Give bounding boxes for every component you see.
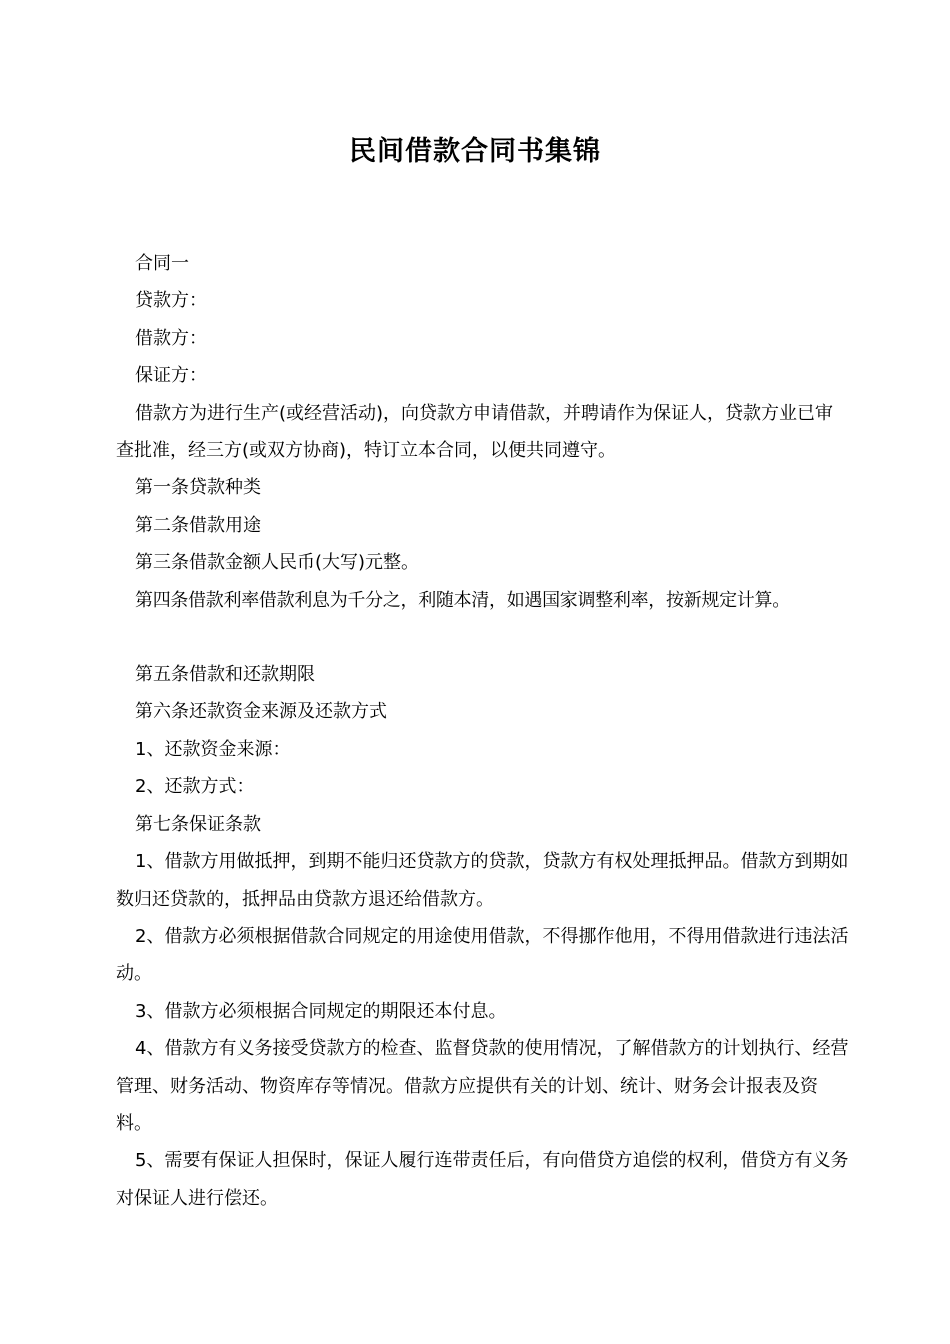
- contract-heading: 合同一: [135, 253, 189, 274]
- borrower-line: 借款方：: [135, 327, 207, 349]
- guarantee-clause-1: 1、借款方用做抵押，到期不能归还贷款方的贷款，贷款方有权处理抵押品。借款方到期如数归还贷款的，抵押品由贷款方退还给借款方。: [116, 851, 849, 910]
- article-4: 第四条借款利率借款利息为千分之，利随本清，如遇国家调整利率，按新规定计算。: [135, 589, 790, 611]
- guarantor-line: 保证方：: [135, 365, 207, 387]
- article-5: 第五条借款和还款期限: [135, 664, 315, 686]
- article-1: 第一条贷款种类: [135, 477, 261, 499]
- guarantee-clause-3: 3、借款方必须根据合同规定的期限还本付息。: [135, 1000, 507, 1022]
- repayment-source-item: 1、还款资金来源：: [135, 738, 291, 760]
- article-2: 第二条借款用途: [135, 514, 261, 536]
- document-body: [116, 245, 851, 1217]
- guarantee-clause-4: 4、借款方有义务接受贷款方的检查、监督贷款的使用情况，了解借款方的计划执行、经营管理、财务活动、物资库存等情况。借款方应提供有关的计划、统计、财务会计报表及资料。: [116, 1038, 849, 1134]
- document-title: 民间借款合同书集锦: [349, 136, 601, 167]
- repayment-method-item: 2、还款方式：: [135, 776, 255, 798]
- guarantee-clause-5: 5、需要有保证人担保时，保证人履行连带责任后，有向借贷方追偿的权利，借贷方有义务对保证人进行偿还。: [116, 1150, 849, 1209]
- article-7: 第七条保证条款: [135, 813, 261, 835]
- preamble-paragraph: 借款方为进行生产(或经营活动)，向贷款方申请借款，并聘请作为保证人，贷款方业已审查批准，经三方(或双方协商)，特订立本合同，以便共同遵守。: [116, 402, 834, 462]
- article-6: 第六条还款资金来源及还款方式: [135, 701, 387, 723]
- lender-line: 贷款方：: [135, 290, 207, 312]
- guarantee-clause-2: 2、借款方必须根据借款合同规定的用途使用借款，不得挪作他用，不得用借款进行违法活动。: [116, 925, 849, 985]
- article-3: 第三条借款金额人民币(大写)元整。: [135, 552, 420, 574]
